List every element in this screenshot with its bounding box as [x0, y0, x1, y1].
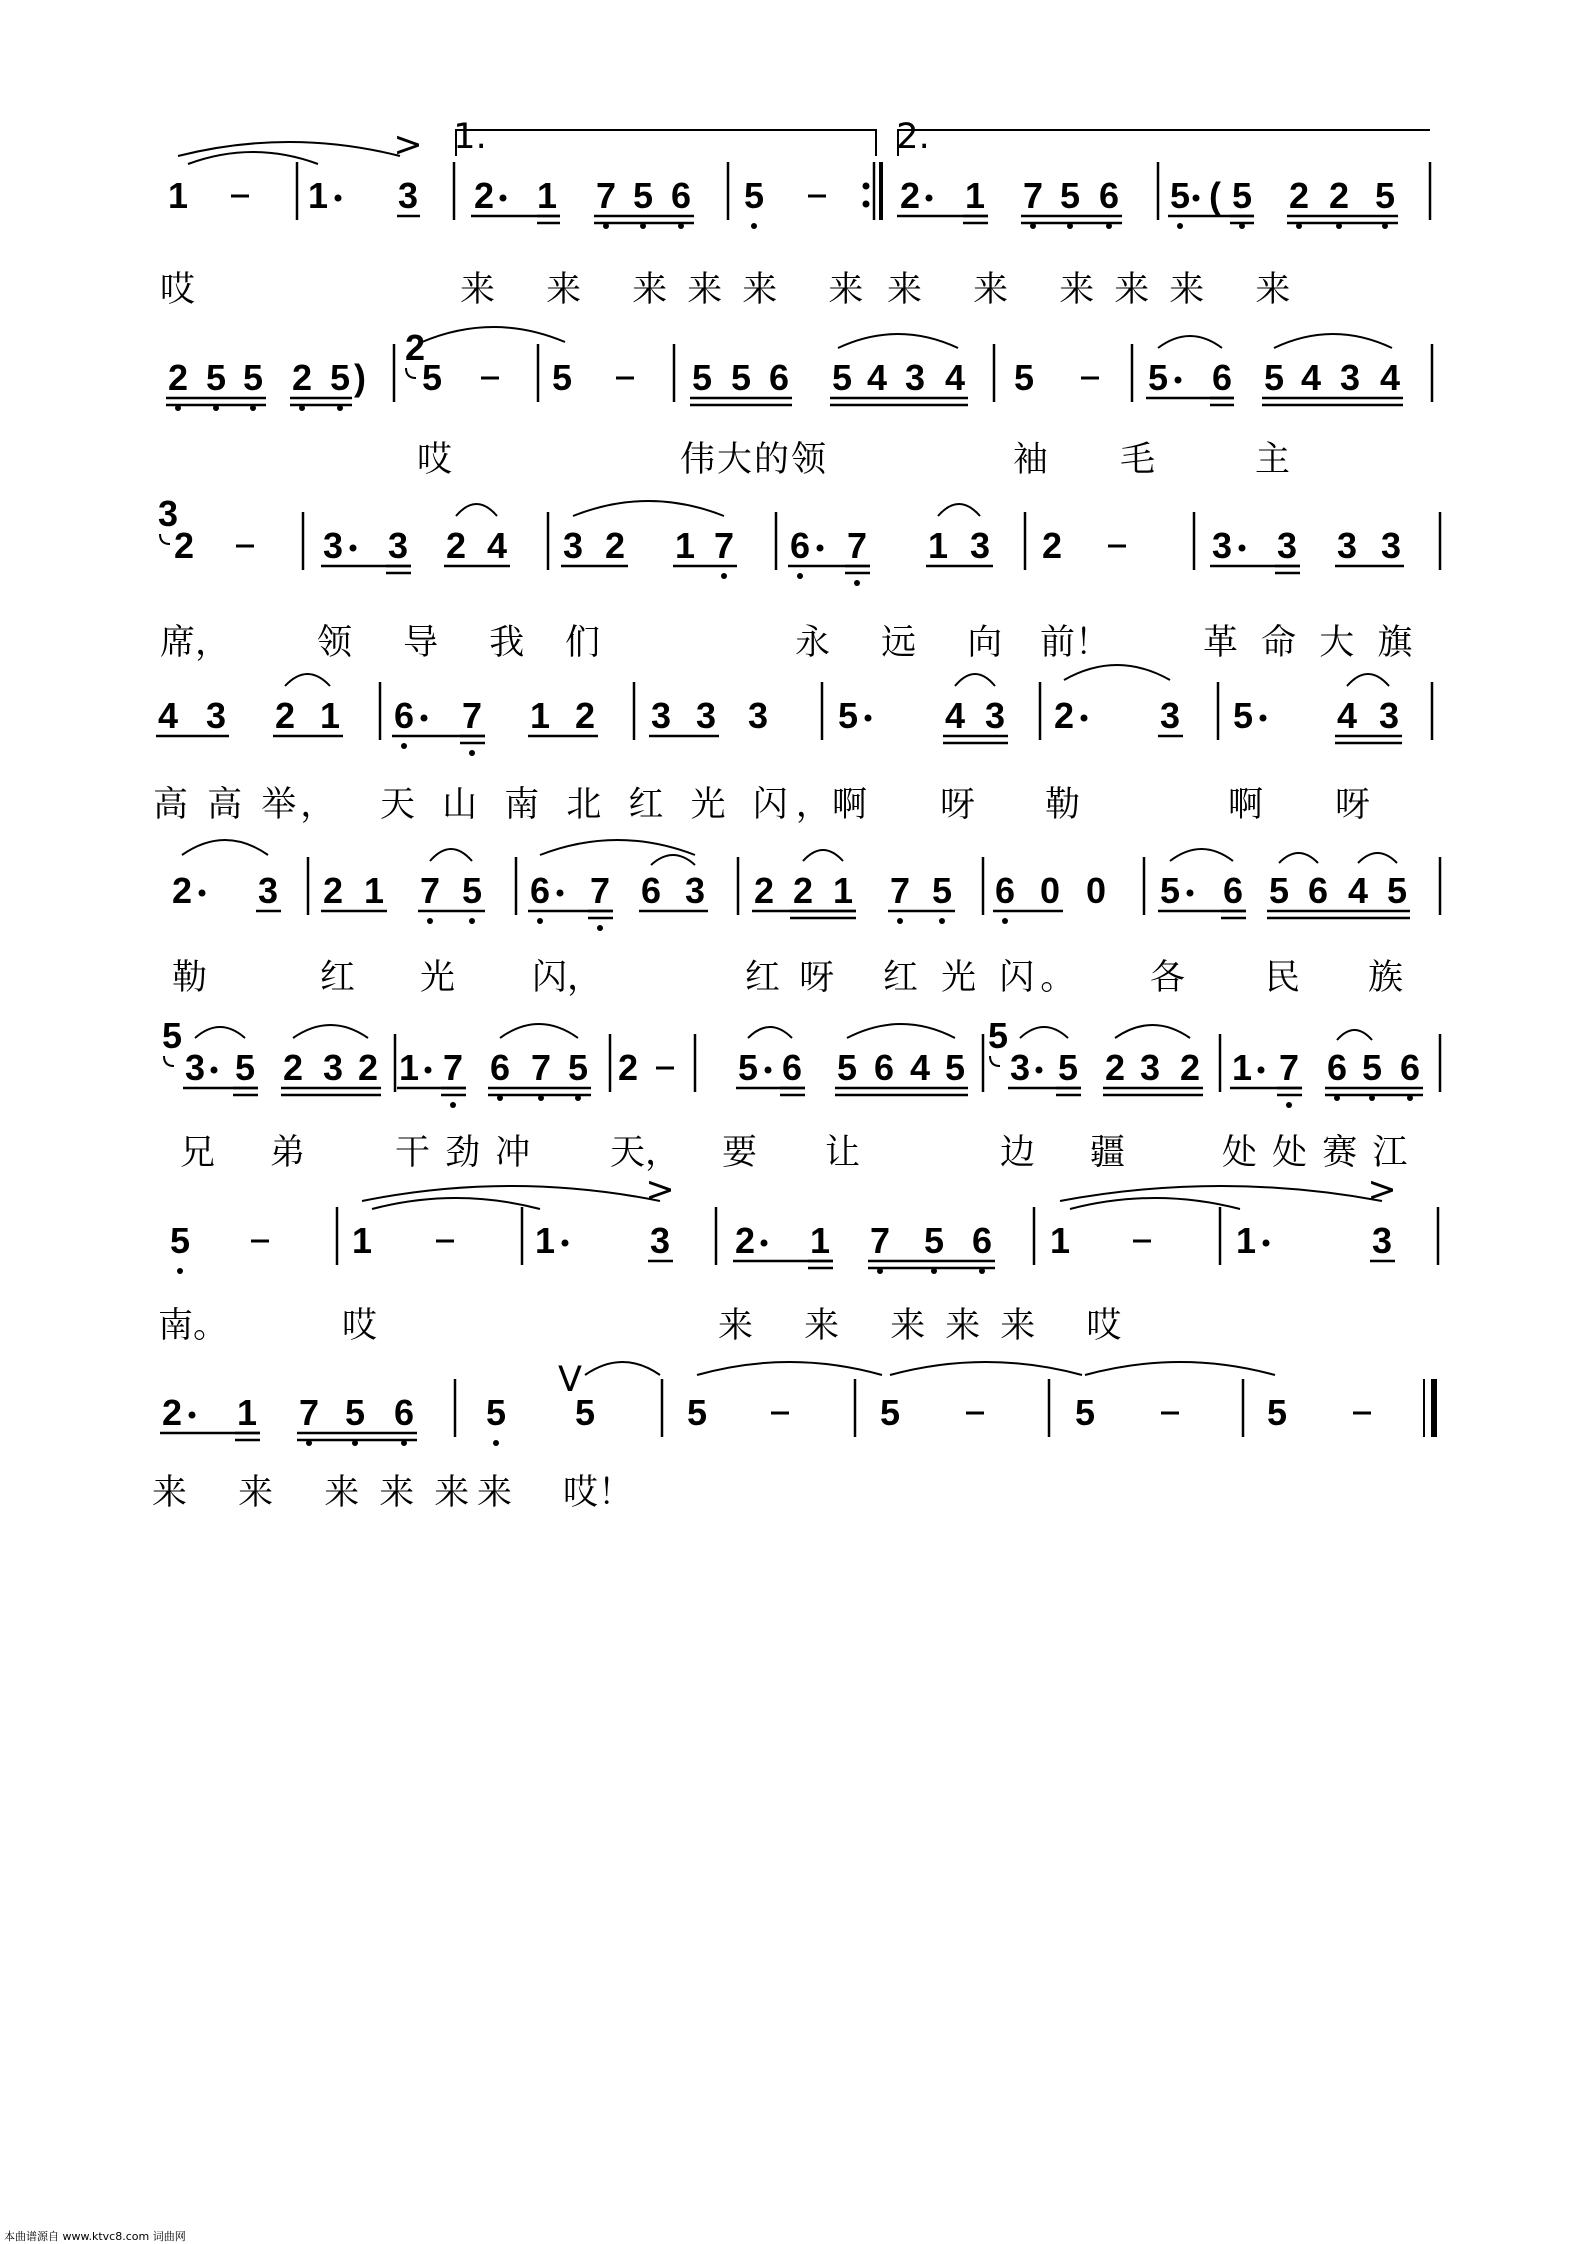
note: 5 [944, 1047, 966, 1088]
lyric: 边 [1000, 1133, 1056, 1173]
note: 1 [236, 1392, 258, 1433]
note: 2 [1041, 525, 1063, 566]
augmentation-dot [817, 545, 824, 552]
note: 6 [1307, 870, 1329, 911]
note: 2 [1104, 1047, 1126, 1088]
note: 1 [1049, 1220, 1071, 1261]
low-octave-dot [1002, 918, 1008, 924]
low-octave-dot [177, 1268, 183, 1274]
augmentation-dot [211, 1067, 218, 1074]
note: 5 [1266, 1392, 1288, 1433]
note: 5 [1159, 870, 1181, 911]
augmentation-dot [189, 1412, 196, 1419]
note: 4 [1300, 357, 1322, 398]
note: 2 [1288, 175, 1310, 216]
note: 5 [1386, 870, 1408, 911]
note: 1 [398, 1047, 420, 1088]
lyric: 袖 [1013, 440, 1069, 480]
note: 7 [419, 870, 441, 911]
lyric: 天 山 南 北 红 光 闪， [380, 785, 839, 825]
low-octave-dot [1286, 1102, 1292, 1108]
note: 5 [574, 1392, 596, 1433]
note: 1 [534, 1220, 556, 1261]
lyric: 民 [1265, 958, 1321, 998]
low-octave-dot [721, 573, 727, 579]
note: 4 [1379, 357, 1401, 398]
slur [1274, 334, 1392, 348]
note: 5 [1013, 357, 1035, 398]
lyric: 要 [722, 1133, 778, 1173]
slur [182, 840, 268, 855]
note: 5 [169, 1220, 191, 1261]
augmentation-dot [1258, 1067, 1265, 1074]
note: 5 [686, 1392, 708, 1433]
note: 0 [1085, 870, 1107, 911]
lyric: 干 劲 冲 [395, 1133, 533, 1173]
note: 6 [1211, 357, 1233, 398]
note: 5 [567, 1047, 589, 1088]
slur [422, 327, 565, 342]
augmentation-dot [421, 715, 428, 722]
note: 5 [1231, 175, 1253, 216]
note: 4 [486, 525, 508, 566]
slur [372, 1198, 540, 1209]
note: 5 [931, 870, 953, 911]
note: 7 [846, 525, 868, 566]
low-octave-dot [401, 743, 407, 749]
slur [938, 504, 980, 516]
note: 3 [1139, 1047, 1161, 1088]
slur [456, 504, 497, 516]
paren: ( [1209, 175, 1221, 216]
note: 6 [994, 870, 1016, 911]
note: 6 [393, 1392, 415, 1433]
note: 2 [357, 1047, 379, 1088]
grace-note: 5 [161, 1015, 183, 1056]
augmentation-dot [425, 1067, 432, 1074]
note: 1 [832, 870, 854, 911]
note: 6 [768, 357, 790, 398]
note: 6 [1326, 1047, 1348, 1088]
note: 1 [536, 175, 558, 216]
slur [430, 849, 472, 861]
lyric: 呀 [940, 785, 996, 825]
accent-mark: > [393, 125, 423, 165]
note: 6 [1098, 175, 1120, 216]
low-octave-dot [537, 918, 543, 924]
note: 3 [1339, 357, 1361, 398]
lyric: 领 导 我 [317, 623, 545, 663]
lyric: 哎 [417, 440, 473, 480]
note: 7 [442, 1047, 464, 1088]
note: 2 [899, 175, 921, 216]
note: 2 [792, 870, 814, 911]
slur [285, 674, 330, 686]
note: 5 [691, 357, 713, 398]
augmentation-dot [926, 195, 933, 202]
note: 1 [809, 1220, 831, 1261]
augmentation-dot [335, 195, 342, 202]
note: 5 [242, 357, 264, 398]
lyric: 红 光 闪。 [883, 958, 1082, 998]
augmentation-dot [500, 195, 507, 202]
note: 2 [445, 525, 467, 566]
slur [651, 855, 695, 865]
note: 3 [1276, 525, 1298, 566]
augmentation-dot [1263, 1240, 1270, 1247]
note: 1 [363, 870, 385, 911]
note: 5 [632, 175, 654, 216]
note: 2 [291, 357, 313, 398]
note: 3 [969, 525, 991, 566]
note: 3 [1378, 695, 1400, 736]
note: 3 [1336, 525, 1358, 566]
lyric: 闪， [532, 958, 603, 998]
lyric: 让 [825, 1133, 881, 1173]
note: 5 [831, 357, 853, 398]
slur [1170, 849, 1233, 861]
lyric: 高 高 举， [153, 785, 340, 825]
breath-mark: V [558, 1360, 582, 1400]
lyric: 主 [1255, 440, 1311, 480]
augmentation-dot [1239, 545, 1246, 552]
note: 5 [485, 1392, 507, 1433]
repeat-dot [863, 201, 870, 208]
slur [1279, 853, 1318, 863]
lyric: 呀 [1335, 785, 1391, 825]
source-footer: 本曲谱源自 www.ktvc8.com 词曲网 [4, 2230, 186, 2243]
note: 2 [274, 695, 296, 736]
slur [585, 1362, 660, 1375]
lyric: 兄 [180, 1133, 236, 1173]
note: 0 [1039, 870, 1061, 911]
lyric: 光 [420, 958, 476, 998]
augmentation-dot [199, 890, 206, 897]
note: 5 [836, 1047, 858, 1088]
grace-note: 2 [404, 327, 426, 368]
note: 7 [595, 175, 617, 216]
augmentation-dot [1036, 1067, 1043, 1074]
note: 5 [1057, 1047, 1079, 1088]
low-octave-dot [897, 918, 903, 924]
note: 1 [964, 175, 986, 216]
grace-hook [160, 534, 170, 544]
note: 6 [789, 525, 811, 566]
lyric: 伟大的领 [680, 440, 829, 480]
note: 2 [1179, 1047, 1201, 1088]
note: 5 [1059, 175, 1081, 216]
note: 5 [737, 1047, 759, 1088]
note: 5 [461, 870, 483, 911]
note: 3 [397, 175, 419, 216]
lyric: 勒 [1045, 785, 1101, 825]
note: 2 [171, 870, 193, 911]
lyric: 前！ [1040, 623, 1111, 663]
note: 5 [1169, 175, 1191, 216]
note: 2 [322, 870, 344, 911]
note: 3 [562, 525, 584, 566]
note: 3 [747, 695, 769, 736]
note: 5 [743, 175, 765, 216]
note: 1 [307, 175, 329, 216]
lyric: 毛 [1120, 440, 1176, 480]
note: 5 [344, 1392, 366, 1433]
low-octave-dot [1177, 223, 1183, 229]
lyric: 各 [1150, 958, 1206, 998]
lyric: 哎！ [563, 1473, 634, 1513]
note: 2 [604, 525, 626, 566]
note: 3 [387, 525, 409, 566]
slur [1337, 1030, 1372, 1040]
augmentation-dot [1175, 377, 1182, 384]
slur [955, 674, 995, 686]
slur [540, 840, 695, 855]
low-octave-dot [797, 573, 803, 579]
lyric: 们 [565, 623, 621, 663]
note: 5 [205, 357, 227, 398]
slur [1064, 665, 1170, 680]
note: 3 [1009, 1047, 1031, 1088]
note: 2 [473, 175, 495, 216]
slur [1020, 1027, 1068, 1038]
note: 5 [1263, 357, 1285, 398]
note: 3 [257, 870, 279, 911]
note: 2 [574, 695, 596, 736]
augmentation-dot [765, 1067, 772, 1074]
slur [1347, 674, 1389, 686]
accent-mark: > [1367, 1170, 1397, 1210]
note: 5 [923, 1220, 945, 1261]
augmentation-dot [557, 890, 564, 897]
note: 7 [1278, 1047, 1300, 1088]
note: 5 [837, 695, 859, 736]
low-octave-dot [450, 1102, 456, 1108]
note: 6 [393, 695, 415, 736]
note: 1 [319, 695, 341, 736]
augmentation-dot [761, 1240, 768, 1247]
note: 7 [589, 870, 611, 911]
lyric: 啊 [832, 785, 888, 825]
lyric: 族 [1368, 958, 1424, 998]
note: 1 [1231, 1047, 1253, 1088]
lyric: 红 [320, 958, 376, 998]
slur [362, 1186, 660, 1201]
slur [697, 1362, 882, 1375]
slur [188, 152, 318, 164]
note: 4 [1347, 870, 1369, 911]
volta-bracket [456, 130, 876, 156]
lyric: 革 命 大 旗 [1203, 623, 1419, 663]
note: 3 [649, 1220, 671, 1261]
note: 5 [1361, 1047, 1383, 1088]
note: 6 [1399, 1047, 1421, 1088]
note: 3 [984, 695, 1006, 736]
slur [1158, 336, 1222, 348]
note: 7 [869, 1220, 891, 1261]
lyric: 来 [477, 1473, 533, 1513]
slur [890, 1362, 1082, 1375]
note: 3 [1371, 1220, 1393, 1261]
note: 4 [909, 1047, 931, 1088]
note: 3 [1380, 525, 1402, 566]
note: 4 [944, 357, 966, 398]
note: 7 [298, 1392, 320, 1433]
low-octave-dot [469, 918, 475, 924]
low-octave-dot [427, 918, 433, 924]
note: 5 [879, 1392, 901, 1433]
slur [195, 1027, 245, 1038]
grace-note: 3 [157, 493, 179, 534]
note: 1 [529, 695, 551, 736]
note: 6 [971, 1220, 993, 1261]
low-octave-dot [597, 925, 603, 931]
note: 3 [205, 695, 227, 736]
lyric: 哎 [342, 1306, 398, 1346]
augmentation-dot [562, 1240, 569, 1247]
note: 5 [1147, 357, 1169, 398]
note: 6 [670, 175, 692, 216]
slur [1085, 1362, 1275, 1375]
lyric: 哎 [160, 270, 216, 310]
slur [500, 1024, 578, 1038]
note: 1 [674, 525, 696, 566]
slur [748, 1027, 792, 1038]
note: 2 [167, 357, 189, 398]
grace-note: 5 [987, 1015, 1009, 1056]
augmentation-dot [1193, 195, 1200, 202]
slur [1060, 1186, 1382, 1201]
volta-label: 1. [453, 117, 487, 157]
slur [847, 1024, 955, 1038]
low-octave-dot [854, 580, 860, 586]
note: 7 [530, 1047, 552, 1088]
note: 4 [157, 695, 179, 736]
grace-hook [164, 1056, 174, 1066]
note: 5 [421, 357, 443, 398]
note: 1 [351, 1220, 373, 1261]
note: 2 [753, 870, 775, 911]
note: 6 [1222, 870, 1244, 911]
note: 3 [1211, 525, 1233, 566]
lyric: 席， [160, 623, 231, 663]
slur [1358, 853, 1397, 863]
accent-mark: > [645, 1170, 675, 1210]
lyric: 弟 [270, 1133, 326, 1173]
note: 3 [322, 1047, 344, 1088]
note: 2 [161, 1392, 183, 1433]
note: 1 [167, 175, 189, 216]
note: 3 [695, 695, 717, 736]
augmentation-dot [350, 545, 357, 552]
note: 2 [1053, 695, 1075, 736]
slur [1070, 1198, 1240, 1209]
note: 5 [1374, 175, 1396, 216]
note: 5 [551, 357, 573, 398]
repeat-dot [863, 183, 870, 190]
grace-hook [990, 1056, 1000, 1066]
note: 2 [282, 1047, 304, 1088]
note: 3 [1159, 695, 1181, 736]
note: 2 [617, 1047, 639, 1088]
low-octave-dot [469, 750, 475, 756]
slur [293, 1025, 368, 1038]
note: 5 [329, 357, 351, 398]
lyric: 永 远 向 [795, 623, 1023, 663]
note: 3 [904, 357, 926, 398]
lyric: 红 呀 [745, 958, 839, 998]
note: 5 [234, 1047, 256, 1088]
slur [1115, 1025, 1190, 1038]
note: 7 [713, 525, 735, 566]
lyric: 勒 [172, 958, 228, 998]
note: 4 [866, 357, 888, 398]
augmentation-dot [1187, 890, 1194, 897]
lyric: 来 来 来来来 哎 [718, 1306, 1142, 1346]
note: 5 [1232, 695, 1254, 736]
note: 7 [889, 870, 911, 911]
note: 1 [927, 525, 949, 566]
lyric: 啊 [1228, 785, 1284, 825]
slur [573, 501, 724, 516]
lyric: 来 来 来来来 来 [887, 270, 1311, 310]
volta-bracket [898, 130, 1430, 156]
augmentation-dot [1260, 715, 1267, 722]
note: 3 [684, 870, 706, 911]
note: 2 [734, 1220, 756, 1261]
low-octave-dot [939, 918, 945, 924]
note: 2 [1328, 175, 1350, 216]
note: 3 [184, 1047, 206, 1088]
paren: ) [354, 357, 366, 398]
note: 6 [873, 1047, 895, 1088]
low-octave-dot [493, 1440, 499, 1446]
low-octave-dot [751, 223, 757, 229]
lyric: 处 处 赛 江 [1222, 1133, 1410, 1173]
note: 6 [640, 870, 662, 911]
note: 6 [529, 870, 551, 911]
note: 3 [322, 525, 344, 566]
note: 7 [461, 695, 483, 736]
lyric: 来 来 来来来 [152, 1473, 490, 1513]
augmentation-dot [865, 715, 872, 722]
note: 5 [1268, 870, 1290, 911]
lyric: 南。 [158, 1306, 229, 1346]
volta-label: 2. [896, 117, 930, 157]
grace-hook [406, 368, 416, 378]
slur [838, 334, 958, 348]
slur [803, 850, 843, 861]
note: 2 [173, 525, 195, 566]
lyric: 天， [610, 1133, 681, 1173]
note: 7 [1022, 175, 1044, 216]
note: 4 [1336, 695, 1358, 736]
lyric: 疆 [1090, 1133, 1146, 1173]
note: 6 [781, 1047, 803, 1088]
note: 3 [650, 695, 672, 736]
slur [178, 142, 400, 156]
lyric: 来 来 来来来 来 [460, 270, 884, 310]
augmentation-dot [1081, 715, 1088, 722]
note: 5 [730, 357, 752, 398]
note: 6 [489, 1047, 511, 1088]
note: 5 [1074, 1392, 1096, 1433]
note: 1 [1235, 1220, 1257, 1261]
note: 4 [944, 695, 966, 736]
